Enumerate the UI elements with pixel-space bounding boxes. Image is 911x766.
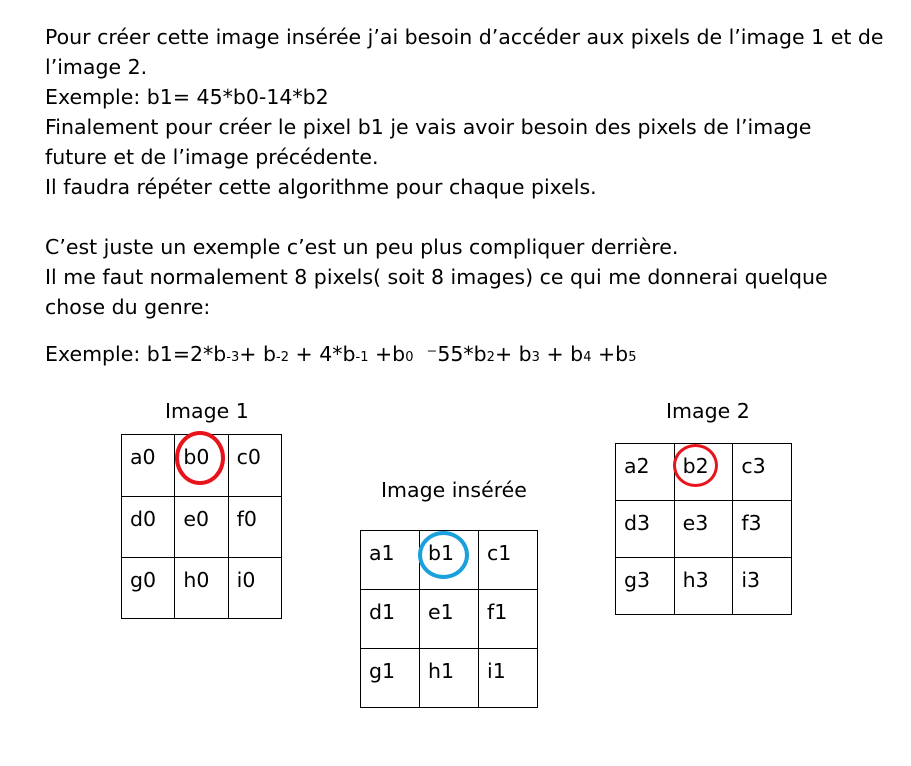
pixel-cell-g3 [616,558,675,615]
pixel-label: i1 [487,659,506,683]
pixel-cell-c1 [479,531,538,590]
pixel-label: f0 [236,507,257,531]
pixel-cell-c3 [733,444,792,501]
formula-term: + b [494,342,532,366]
pixel-cell-i1 [479,649,538,708]
example-formula [45,339,636,373]
pixel-label: d0 [130,507,157,531]
formula-subscript: 3 [531,350,540,365]
formula-subscript: -2 [276,350,289,365]
inserted-image-grid [360,530,538,708]
formula-term: + b [239,342,277,366]
pixel-label: c0 [236,445,261,469]
grid-row [616,444,792,501]
pixel-cell-d0 [122,497,175,558]
pixel-label: c1 [487,541,512,565]
formula-subscript: 5 [628,350,637,365]
pixel-label: b2 [682,454,709,478]
grid-row [361,590,538,649]
pixel-label: c3 [741,454,766,478]
paragraph-line: Il faudra répéter cette algorithme pour chaque pixels. [45,175,597,199]
formula-subscript: 4 [583,350,592,365]
inserted-image-title: Image insérée [381,478,527,502]
pixel-label: i0 [236,568,256,592]
formula-subscript: -3 [226,350,240,365]
paragraph-line: Exemple: b1= 45*b0-14*b2 [45,85,329,109]
pixel-cell-g1 [361,649,420,708]
pixel-label: a1 [369,541,395,565]
pixel-cell-e0 [175,497,228,558]
formula-term: + b [539,342,584,366]
image2-title: Image 2 [666,399,750,423]
pixel-cell-i3 [733,558,792,615]
formula-term: ⁻55*b [413,342,487,366]
pixel-cell-f1 [479,590,538,649]
pixel-label: e0 [183,507,209,531]
formula-term: +b [591,342,629,366]
pixel-cell-h3 [674,558,733,615]
pixel-cell-a0 [122,435,175,497]
grid-row [122,435,282,497]
pixel-cell-b2 [674,444,733,501]
explanation-text [45,22,885,322]
paragraph-line: Finalement pour créer le pixel b1 je vais avoir besoin des pixels de l’image [45,115,812,139]
paragraph-line: Pour créer cette image insérée j’ai besoin d’accéder aux pixels de l’image 1 et de [45,25,884,49]
grid-row [616,501,792,558]
pixel-label: d1 [369,600,396,624]
formula-subscript: 0 [405,350,414,365]
image1-grid [121,434,282,619]
paragraph-line: l’image 2. [45,55,148,79]
formula-subscript: 2 [486,350,495,365]
grid-row [122,558,282,619]
pixel-label: a0 [130,445,156,469]
formula-term: +b [368,342,406,366]
grid-row [361,531,538,590]
pixel-label: g0 [130,568,157,592]
pixel-cell-e3 [674,501,733,558]
paragraph-spacer [45,202,885,232]
pixel-label: b0 [183,445,210,469]
formula-subscript: -1 [355,350,369,365]
pixel-label: e1 [428,600,454,624]
paragraph-line: C’est juste un exemple c’est un peu plus compliquer derrière. [45,235,679,259]
paragraph-line: future et de l’image précédente. [45,145,379,169]
pixel-cell-h0 [175,558,228,619]
pixel-label: f1 [487,600,508,624]
pixel-label: h0 [183,568,210,592]
pixel-label: h1 [428,659,455,683]
pixel-label: a2 [624,454,650,478]
paragraph-line: Il me faut normalement 8 pixels( soit 8 images) ce qui me donnerai quelque [45,265,828,289]
pixel-cell-a2 [616,444,675,501]
pixel-cell-g0 [122,558,175,619]
formula-prefix: Exemple: b1=2*b [45,342,227,366]
pixel-cell-d1 [361,590,420,649]
paragraph-line: chose du genre: [45,295,211,319]
pixel-cell-f0 [228,497,281,558]
pixel-label: e3 [682,511,709,535]
pixel-cell-a1 [361,531,420,590]
pixel-label: g1 [369,659,396,683]
pixel-label: f3 [741,511,762,535]
pixel-label: g3 [624,568,651,592]
pixel-cell-i0 [228,558,281,619]
image1-title: Image 1 [165,399,249,423]
formula-term: + 4*b [288,342,356,366]
image2-grid [615,443,792,615]
pixel-cell-d3 [616,501,675,558]
pixel-label: d3 [624,511,651,535]
pixel-label: b1 [428,541,455,565]
pixel-cell-e1 [420,590,479,649]
pixel-cell-c0 [228,435,281,497]
pixel-label: h3 [682,568,709,592]
grid-row [616,558,792,615]
pixel-cell-f3 [733,501,792,558]
pixel-cell-b1 [420,531,479,590]
pixel-cell-b0 [175,435,228,497]
pixel-label: i3 [741,568,761,592]
pixel-cell-h1 [420,649,479,708]
grid-row [122,497,282,558]
grid-row [361,649,538,708]
